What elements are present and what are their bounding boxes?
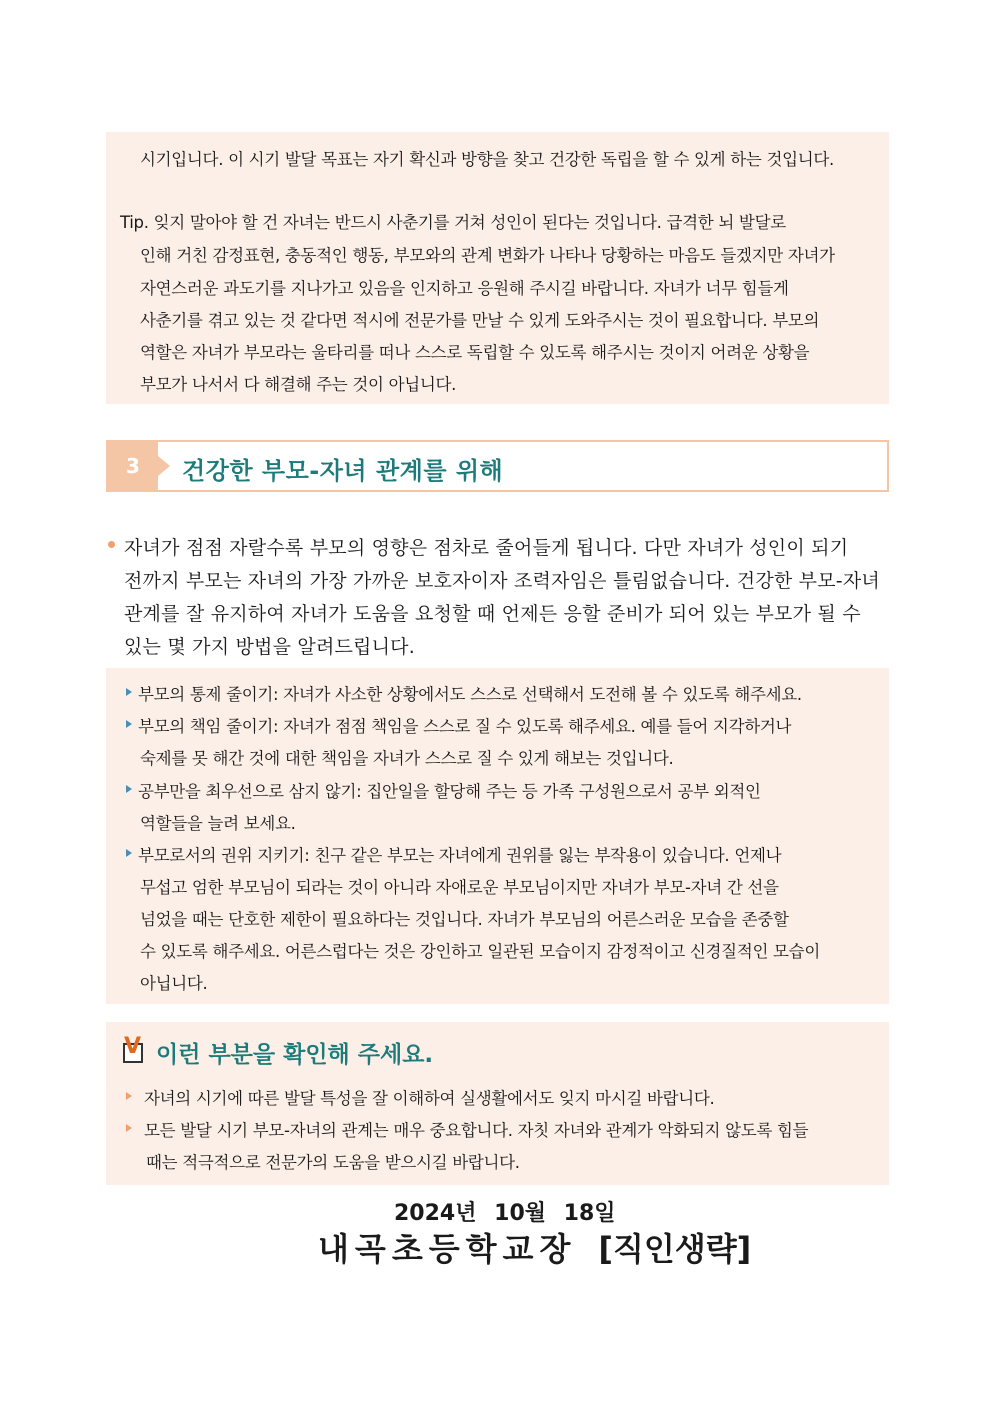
- bullet-triangle-icon: [126, 1092, 132, 1100]
- tip-text-line: 시기입니다. 이 시기 발달 목표는 자기 확신과 방향을 찾고 건강한 독립을 할 수 있게 하는 것입니다.: [140, 150, 834, 169]
- section-title: 건강한 부모-자녀 관계를 위해: [182, 457, 504, 485]
- method-line: 숙제를 못 해간 것에 대한 책임을 자녀가 스스로 질 수 있게 해보는 것입니다.: [140, 749, 674, 768]
- method-line: 부모의 책임 줄이기: 자녀가 점점 책임을 스스로 질 수 있도록 해주세요. 예를 들어 지각하거나: [138, 717, 792, 736]
- method-line: 넘었을 때는 단호한 제한이 필요하다는 것입니다. 자녀가 부모님의 어른스러운 모습을 존중할: [140, 910, 789, 929]
- issue-date: 2024년 10월 18일: [394, 1201, 616, 1226]
- tip-text-line: 사춘기를 겪고 있는 것 같다면 적시에 전문가를 만날 수 있게 도와주시는 것이 필요합니다. 부모의: [140, 311, 820, 330]
- tip-text-line: Tip. 잊지 말아야 할 건 자녀는 반드시 사춘기를 거쳐 성인이 된다는 것입니다. 급격한 뇌 발달로: [120, 213, 786, 232]
- check-line: 모든 발달 시기 부모-자녀의 관계는 매우 중요합니다. 자칫 자녀와 관계가 악화되지 않도록 힘들: [144, 1121, 809, 1140]
- arrow-right-icon: [158, 456, 170, 476]
- bullet-triangle-icon: [126, 688, 132, 696]
- tip-text-line: 역할은 자녀가 부모라는 울타리를 떠나 스스로 독립할 수 있도록 해주시는 것이지 어려운 상황을: [140, 343, 810, 362]
- check-mark-icon: V: [124, 1034, 142, 1059]
- school-principal: 내곡초등학교장: [318, 1230, 577, 1268]
- method-line: 수 있도록 해주세요. 어른스럽다는 것은 강인하고 일관된 모습이지 감정적이고 신경질적인 모습이: [140, 942, 820, 961]
- intro-line: 관계를 잘 유지하여 자녀가 도움을 요청할 때 언제든 응할 준비가 되어 있는 부모가 될 수: [124, 603, 861, 625]
- tip-box: [106, 132, 889, 404]
- check-line: 자녀의 시기에 따른 발달 특성을 잘 이해하여 실생활에서도 잊지 마시길 바랍니다.: [144, 1089, 715, 1108]
- method-line: 부모로서의 권위 지키기: 친구 같은 부모는 자녀에게 권위를 잃는 부작용이 있습니다. 언제나: [138, 846, 782, 865]
- check-title: 이런 부분을 확인해 주세요.: [156, 1042, 434, 1068]
- tip-text-line: 인해 거친 감정표현, 충동적인 행동, 부모와의 관계 변화가 나타나 당황하는 마음도 들겠지만 자녀가: [140, 246, 835, 265]
- section-header: [106, 440, 889, 492]
- bullet-triangle-icon: [126, 1124, 132, 1132]
- intro-line: 자녀가 점점 자랄수록 부모의 영향은 점차로 줄어들게 됩니다. 다만 자녀가 성인이 되기: [124, 537, 849, 559]
- method-line: 부모의 통제 줄이기: 자녀가 사소한 상황에서도 스스로 선택해서 도전해 볼 수 있도록 해주세요.: [138, 685, 802, 704]
- check-line: 때는 적극적으로 전문가의 도움을 받으시길 바랍니다.: [146, 1153, 520, 1172]
- signature-line: [318, 1224, 751, 1270]
- method-line: 무섭고 엄한 부모님이 되라는 것이 아니라 자애로운 부모님이지만 자녀가 부모-자녀 간 선을: [140, 878, 779, 897]
- bullet-triangle-icon: [126, 720, 132, 728]
- method-line: 공부만을 최우선으로 삼지 않기: 집안일을 할당해 주는 등 가족 구성원으로서 공부 외적인: [138, 782, 761, 801]
- bullet-triangle-icon: [126, 849, 132, 857]
- method-line: 역할들을 늘려 보세요.: [140, 814, 296, 833]
- tip-text-line: 부모가 나서서 다 해결해 주는 것이 아닙니다.: [140, 375, 457, 394]
- seal-omitted: [직인생략]: [598, 1230, 752, 1268]
- bullet-dot-icon: [108, 541, 115, 548]
- tip-text-line: 자연스러운 과도기를 지나가고 있음을 인지하고 응원해 주시길 바랍니다. 자녀가 너무 힘들게: [140, 279, 789, 298]
- bullet-triangle-icon: [126, 785, 132, 793]
- intro-line: 있는 몇 가지 방법을 알려드립니다.: [124, 636, 415, 658]
- method-line: 아닙니다.: [140, 974, 208, 993]
- intro-line: 전까지 부모는 자녀의 가장 가까운 보호자이자 조력자임은 틀림없습니다. 건강한 부모-자녀: [124, 570, 880, 592]
- section-number: 3: [108, 442, 158, 490]
